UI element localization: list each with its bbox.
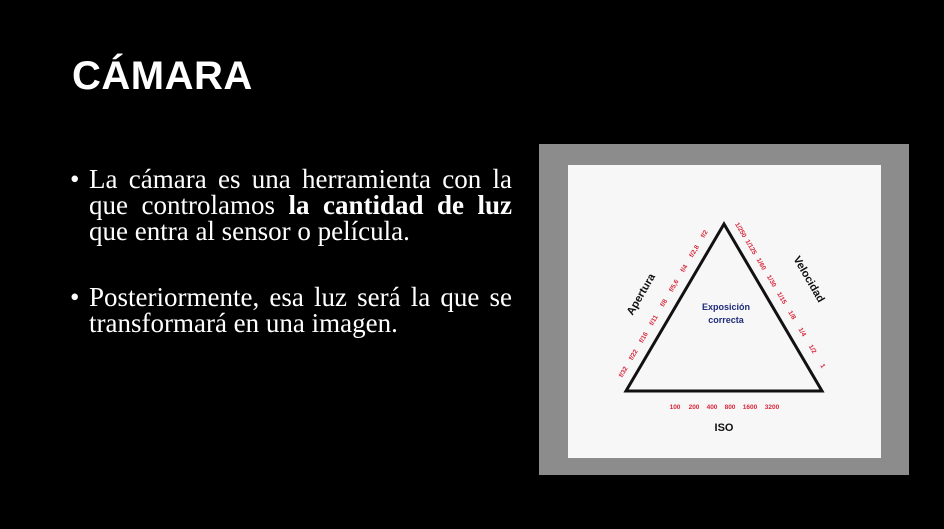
iso-value-label: 400 — [706, 404, 718, 411]
bullet-text: La cámara es una herramienta con la que controlamos — [89, 164, 512, 220]
exposure-triangle-panel — [568, 165, 881, 458]
shutter-speed-label: 1/8 — [786, 309, 797, 321]
iso-label: ISO — [714, 422, 734, 434]
aperture-stop-label: f/32 — [617, 365, 630, 379]
aperture-stop-label: f/16 — [638, 331, 650, 345]
aperture-label: Apertura — [624, 271, 659, 318]
center-label-line2: correcta — [708, 315, 744, 325]
bullet-text-end: que entra al sensor o película. — [89, 216, 410, 246]
center-label-line1: Exposición — [701, 302, 751, 312]
shutter-speed-label: 1/2 — [806, 343, 818, 355]
exposure-triangle-figure — [539, 144, 909, 475]
bullet-marker: • — [70, 282, 80, 312]
aperture-stop-label: f/2,8 — [688, 244, 701, 259]
shutter-speed-label: 1/30 — [764, 274, 778, 289]
aperture-stop-label: f/2 — [699, 229, 710, 240]
shutter-speed-label: 1/4 — [796, 326, 808, 338]
aperture-stop-label: f/4 — [679, 263, 690, 274]
bullet-item-image — [70, 284, 512, 336]
shutter-speed-label: 1/125 — [743, 238, 758, 257]
shutter-speed-label: 1/250 — [733, 221, 748, 240]
bullet-list — [70, 166, 512, 336]
shutter-speed-label: 1 — [818, 362, 827, 370]
aperture-stop-label: f/11 — [648, 314, 660, 327]
aperture-stop-label: f/5,6 — [668, 278, 681, 294]
shutter-speed-label: 1/60 — [754, 257, 767, 272]
aperture-stop-label: f/8 — [659, 298, 670, 309]
slide-title: CÁMARA — [72, 54, 253, 98]
bullet-text-bold: la cantidad de luz — [288, 190, 512, 220]
bullet-item-camera — [70, 166, 512, 244]
iso-value-label: 3200 — [764, 404, 780, 411]
iso-scale — [670, 404, 780, 411]
iso-value-label: 1600 — [742, 404, 758, 411]
iso-value-label: 100 — [669, 404, 681, 411]
bullet-marker: • — [70, 164, 80, 194]
aperture-stop-label: f/22 — [627, 348, 640, 362]
iso-value-label: 200 — [688, 404, 700, 411]
exposure-triangle-diagram — [568, 165, 881, 458]
shutter-speed-label: 1/15 — [775, 291, 788, 306]
iso-value-label: 800 — [724, 404, 736, 411]
bullet-text: Posteriormente, esa luz será la que se transformará en una imagen. — [89, 282, 512, 338]
shutter-label: Velocidad — [790, 254, 827, 305]
